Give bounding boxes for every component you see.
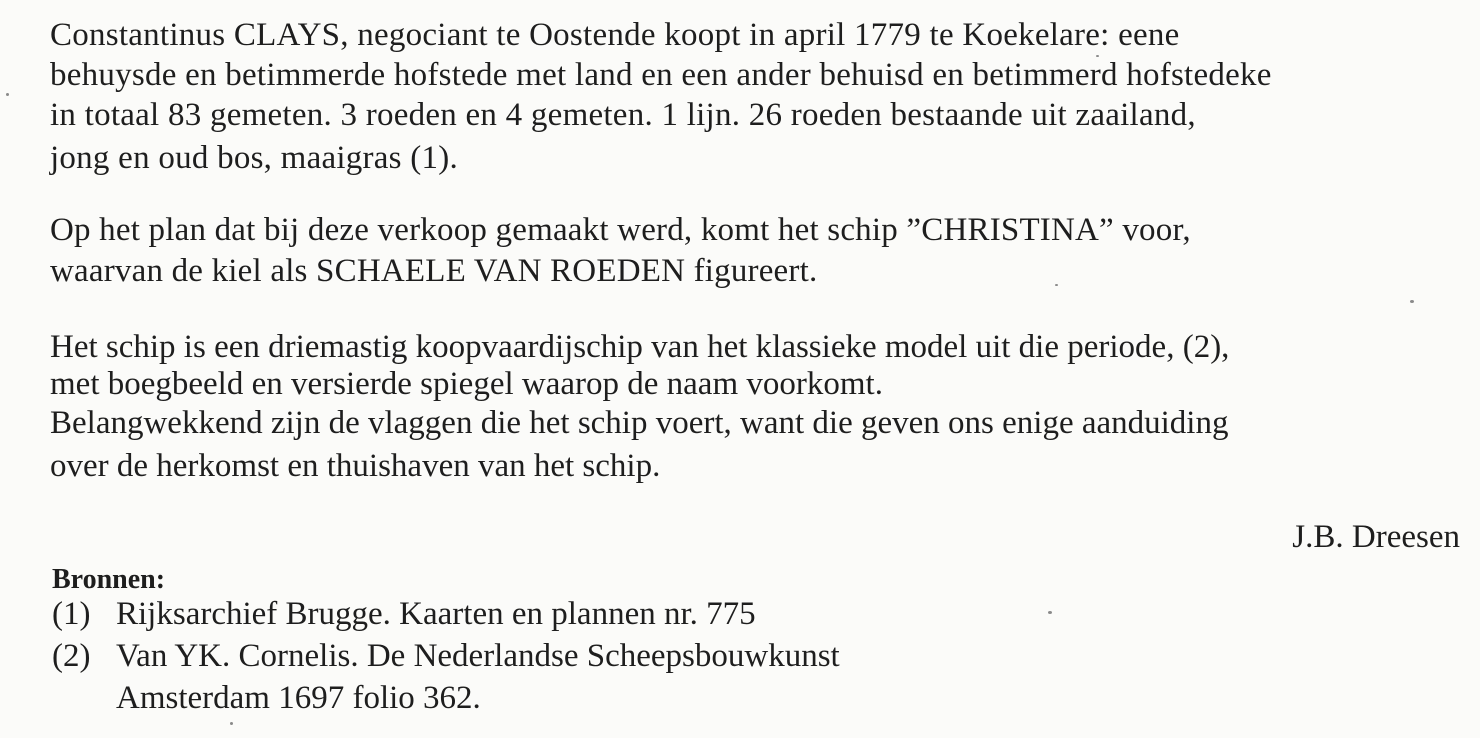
- author-name: J.B. Dreesen: [1292, 519, 1460, 555]
- scan-speck: [1096, 55, 1099, 57]
- paragraph-line: Constantinus CLAYS, negociant te Oostende koopt in april 1779 te Koekelare: eene: [50, 17, 1180, 53]
- paragraph-line: in totaal 83 gemeten. 3 roeden en 4 gemeten. 1 lijn. 26 roeden bestaande uit zaailand,: [50, 97, 1196, 133]
- source-number: (1): [52, 596, 91, 632]
- scan-speck: [1055, 284, 1058, 286]
- scan-speck: [6, 93, 9, 96]
- paragraph-line: Op het plan dat bij deze verkoop gemaakt werd, komt het schip ”CHRISTINA” voor,: [50, 212, 1191, 248]
- source-number: (2): [52, 638, 91, 674]
- paragraph-line: Belangwekkend zijn de vlaggen die het schip voert, want die geven ons enige aanduiding: [50, 405, 1229, 441]
- scan-speck: [230, 722, 233, 725]
- paragraph-line: jong en oud bos, maaigras (1).: [50, 140, 458, 176]
- source-text: Rijksarchief Brugge. Kaarten en plannen nr. 775: [116, 596, 756, 632]
- source-text: Van YK. Cornelis. De Nederlandse Scheepsbouwkunst: [116, 638, 840, 674]
- paragraph-line: Het schip is een driemastig koopvaardijschip van het klassieke model uit die periode, (2),: [50, 329, 1230, 365]
- source-item: [52, 594, 756, 634]
- paragraph-line: over de herkomst en thuishaven van het schip.: [50, 448, 661, 484]
- paragraph-line: met boegbeeld en versierde spiegel waarop de naam voorkomt.: [50, 366, 883, 402]
- scan-speck: [1410, 300, 1414, 303]
- paragraph-line: behuysde en betimmerde hofstede met land en een ander behuisd en betimmerd hofstedeke: [50, 57, 1272, 93]
- source-continuation: Amsterdam 1697 folio 362.: [116, 680, 481, 716]
- source-item: [52, 636, 840, 676]
- scan-speck: [1048, 611, 1052, 614]
- sources-heading: Bronnen:: [52, 564, 166, 595]
- paragraph-line: waarvan de kiel als SCHAELE VAN ROEDEN figureert.: [50, 253, 818, 289]
